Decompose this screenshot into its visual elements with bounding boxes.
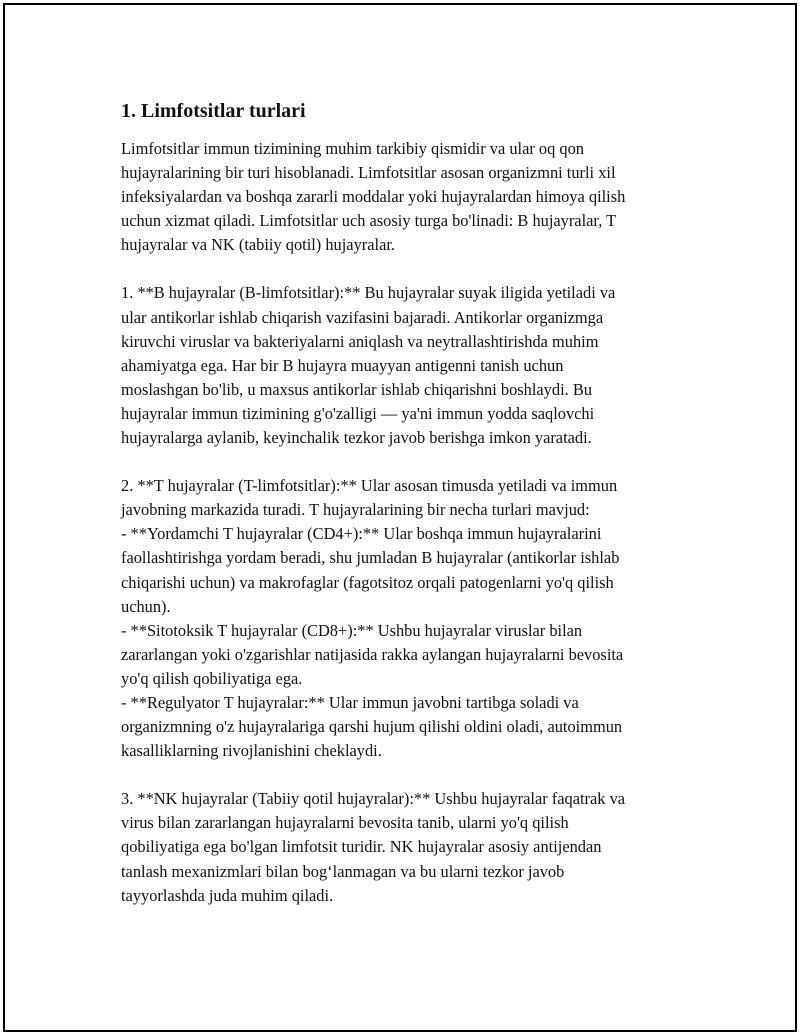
paragraph-spacer (121, 257, 701, 281)
intro-paragraph: Limfotsitlar immun tizimining muhim tarkibiy qismidir va ular oq qon hujayralarining bir turi hisoblanadi. Limfotsitlar asosan organizmni turli xil infeksiyalardan va boshqa zararli moddalar yoki hujayralardan himoya qilish uchun xizmat qiladi. Limfotsitlar uch asosiy turga bo'linadi: B hujayralar, T hujayralar va NK (tabiiy qotil) hujayralar. (121, 139, 626, 255)
document-body (121, 97, 701, 908)
t-cells-paragraph: 2. **T hujayralar (T-limfotsitlar):** Ular asosan timusda yetiladi va immun javobning markazida turadi. T hujayralarining bir necha turlari mavjud: - **Yordamchi T hujayralar (CD4+):** Ular boshqa immun hujayralarini faollashtirishga yordam beradi, shu jumladan B hujayralar (antikorlar ishlab chiqarishi uchun) va makrofaglar (fagotsitoz orqali patogenlarni yo'q qilish uchun). - **Sitotoksik T hujayralar (CD8+):** Ushbu hujayralar viruslar bilan zararlangan yoki o'zgarishlar natijasida rakka aylangan hujayralarni bevosita yo'q qilish qobiliyatiga ega. - **Regulyator T hujayralar:** Ular immun javobni tartibga soladi va organizmning o'z hujayralariga qarshi hujum qilishi oldini oladi, autoimmun kasalliklarning rivojlanishini cheklaydi. (121, 476, 624, 761)
nk-cells-paragraph: 3. **NK hujayralar (Tabiiy qotil hujayralar):** Ushbu hujayralar faqatrak va virus bilan zararlangan hujayralarni bevosita tanib, ularni yo'q qilish qobiliyatiga ega bo'lgan limfotsit turidir. NK hujayralar asosiy antijendan tanlash mexanizmlari bilan bog‘lanmagan va bu ularni tezkor javob tayyorlashda juda muhim qiladi. (121, 789, 626, 905)
page-frame (3, 3, 797, 1032)
b-cells-paragraph: 1. **B hujayralar (B-limfotsitlar):** Bu hujayralar suyak iligida yetiladi va ular antikorlar ishlab chiqarish vazifasini bajaradi. Antikorlar organizmga kiruvchi viruslar va bakteriyalarni aniqlash va neytrallashtirishda muhim ahamiyatga ega. Har bir B hujayra muayyan antigenni tanish uchun moslashgan bo'lib, u maxsus antikorlar ishlab chiqarishni boshlaydi. Bu hujayralar immun tizimining g'o'zalligi — ya'ni immun yodda saqlovchi hujayralarga aylanib, keyinchalik tezkor javob berishga imkon yaratadi. (121, 283, 616, 448)
section-heading: 1. Limfotsitlar turlari (121, 100, 306, 122)
paragraph-spacer (121, 450, 701, 474)
paragraph-spacer (121, 763, 701, 787)
